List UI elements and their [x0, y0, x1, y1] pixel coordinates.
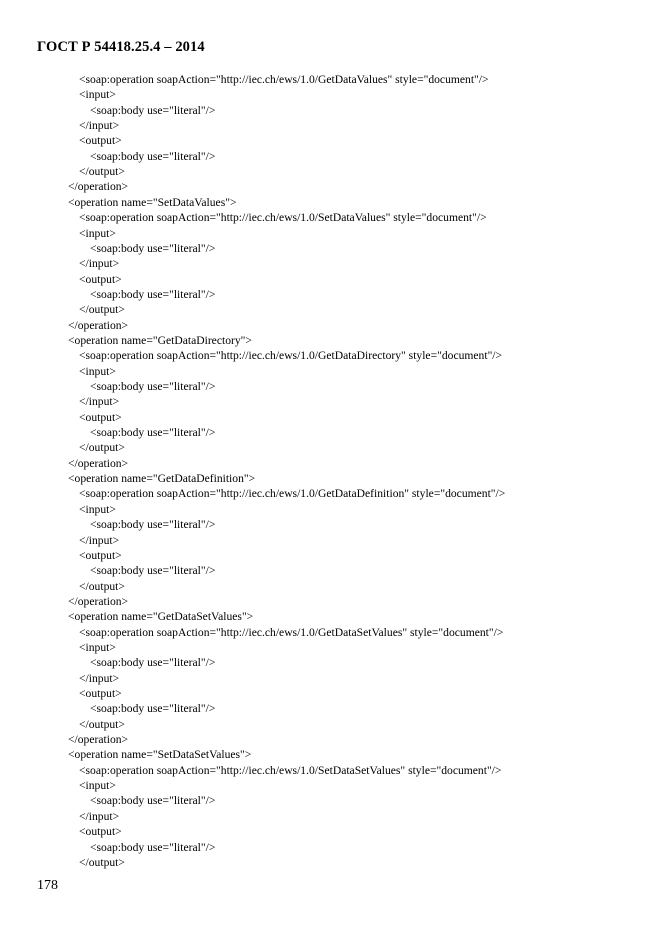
- code-line: <soap:body use="literal"/>: [90, 149, 216, 163]
- code-line: <operation name="SetDataSetValues">: [68, 748, 252, 762]
- code-line: <soap:body use="literal"/>: [90, 564, 216, 578]
- code-line: </input>: [79, 809, 120, 823]
- code-line: <input>: [79, 88, 116, 102]
- code-line: <input>: [79, 640, 116, 654]
- code-line: </operation>: [68, 733, 129, 747]
- code-line: </operation>: [68, 456, 129, 470]
- code-line: <soap:operation soapAction="http://iec.ch/ews/1.0/GetDataDirectory" style="document"/>: [79, 349, 503, 363]
- code-line: <operation name="GetDataSetValues">: [68, 610, 254, 624]
- code-line: <soap:body use="literal"/>: [90, 241, 216, 255]
- code-line: </input>: [79, 119, 120, 133]
- code-line: <soap:operation soapAction="http://iec.ch/ews/1.0/GetDataDefinition" style="document"/>: [79, 487, 506, 501]
- code-line: <operation name="GetDataDirectory">: [68, 333, 252, 347]
- code-line: <output>: [79, 825, 122, 839]
- code-line: </operation>: [68, 318, 129, 332]
- code-line: </output>: [79, 579, 125, 593]
- code-line: <soap:operation soapAction="http://iec.ch/ews/1.0/GetDataValues" style="document"/>: [79, 73, 489, 86]
- code-line: <soap:body use="literal"/>: [90, 840, 216, 854]
- code-line: <soap:body use="literal"/>: [90, 518, 216, 532]
- code-line: <soap:body use="literal"/>: [90, 103, 216, 117]
- code-line: </output>: [79, 855, 125, 869]
- code-line: <operation name="GetDataDefinition">: [68, 472, 256, 486]
- code-line: </operation>: [68, 594, 129, 608]
- code-line: <soap:operation soapAction="http://iec.ch/ews/1.0/GetDataSetValues" style="document"/>: [79, 625, 504, 639]
- code-line: <operation name="SetDataValues">: [68, 195, 237, 209]
- code-line: </input>: [79, 257, 120, 271]
- code-line: </output>: [79, 717, 125, 731]
- code-line: <output>: [79, 687, 122, 700]
- code-line: <input>: [79, 364, 116, 378]
- code-line: <soap:body use="literal"/>: [90, 656, 216, 670]
- code-line: </input>: [79, 533, 120, 547]
- code-line: </input>: [79, 395, 120, 409]
- code-line: <soap:body use="literal"/>: [90, 426, 216, 440]
- code-line: <output>: [79, 410, 122, 424]
- code-line: <output>: [79, 134, 122, 148]
- code-line: <soap:body use="literal"/>: [90, 794, 216, 808]
- page-header-title: ГОСТ Р 54418.25.4 – 2014: [37, 39, 205, 55]
- code-line: </operation>: [68, 180, 129, 194]
- code-line: <output>: [79, 272, 122, 286]
- code-line: </output>: [79, 303, 125, 317]
- page-number: 178: [37, 878, 58, 893]
- code-line: <input>: [79, 502, 116, 516]
- code-line: <soap:body use="literal"/>: [90, 380, 216, 393]
- code-line: <output>: [79, 548, 122, 562]
- code-line: <soap:operation soapAction="http://iec.ch/ews/1.0/SetDataValues" style="document"/>: [79, 211, 487, 225]
- code-line: <soap:body use="literal"/>: [90, 287, 216, 301]
- code-line: <input>: [79, 779, 116, 793]
- code-line: <input>: [79, 226, 116, 240]
- code-line: </output>: [79, 165, 125, 179]
- code-line: <soap:operation soapAction="http://iec.ch/ews/1.0/SetDataSetValues" style="document"/>: [79, 763, 502, 777]
- code-line: </output>: [79, 441, 125, 455]
- code-line: <soap:body use="literal"/>: [90, 702, 216, 716]
- code-line: </input>: [79, 671, 120, 685]
